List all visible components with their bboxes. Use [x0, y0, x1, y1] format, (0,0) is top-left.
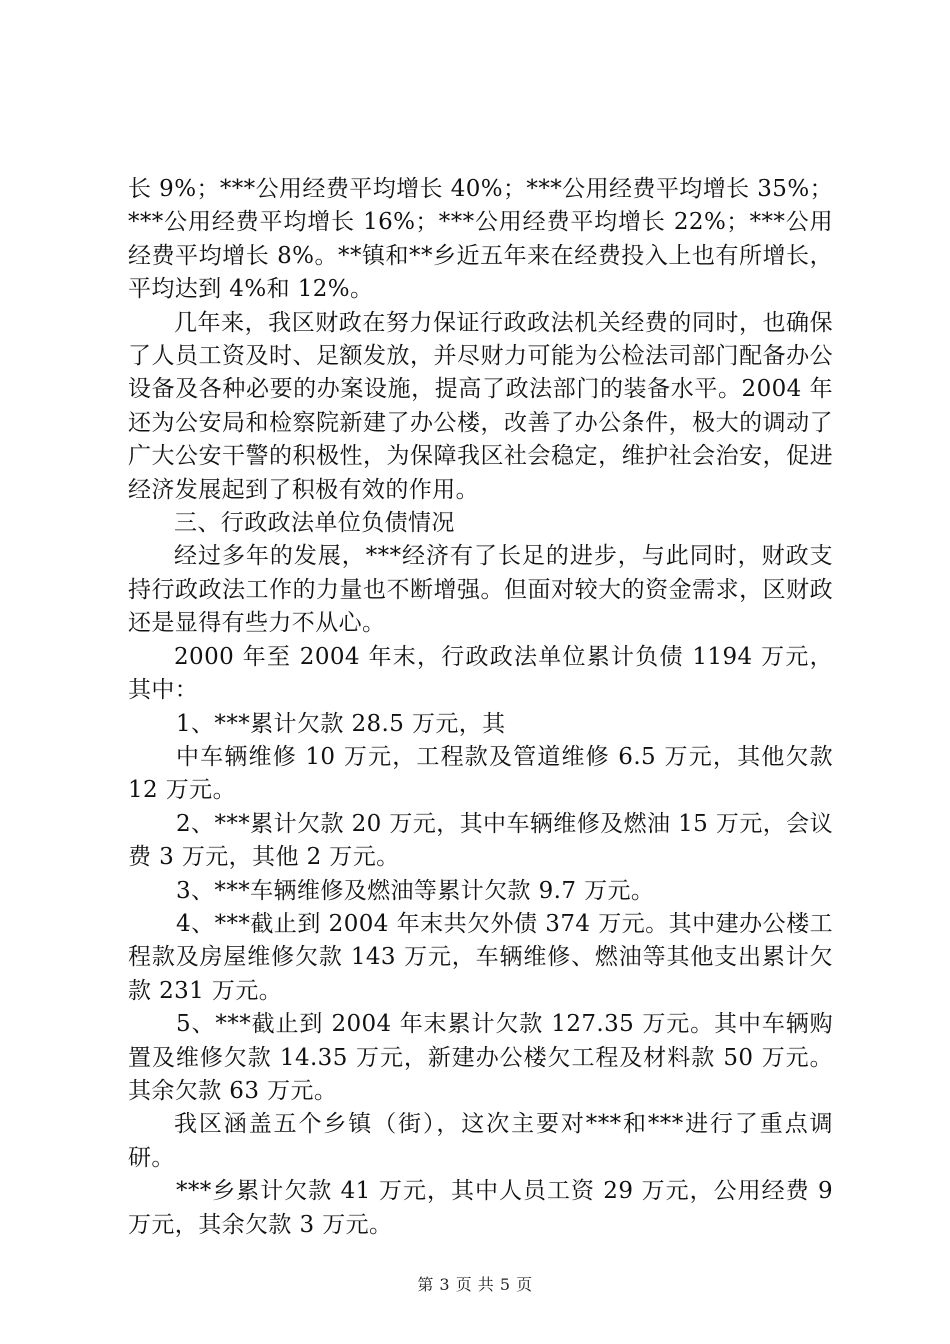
section-heading-debt: 三、行政政法单位负债情况	[174, 510, 455, 537]
list-item-1-continued: 中车辆维修 10 万元，工程款及管道维修 6.5 万元，其他欠款 12 万元。	[128, 743, 833, 804]
list-item-2: 2、***累计欠款 20 万元，其中车辆维修及燃油 15 万元，会议费 3 万元，其他 2 万元。	[128, 810, 833, 871]
list-item-1: 1、***累计欠款 28.5 万元，其	[176, 710, 506, 737]
paragraph-growth-stats: 长 9%；***公用经费平均增长 40%；***公用经费平均增长 35%；***公用经费平均增长 16%；***公用经费平均增长 22%；***公用经费平均增长 8%。**镇和**乡近五年来在经费投入上也有所增长，平均达到 4%和 12%。	[128, 176, 833, 303]
paragraph-total-debt: 2000 年至 2004 年末，行政政法单位累计负债 1194 万元，其中：	[128, 643, 833, 704]
document-body	[128, 173, 833, 1242]
paragraph-funding-results: 几年来，我区财政在努力保证行政政法机关经费的同时，也确保了人员工资及时、足额发放，并尽财力可能为公检法司部门配备办公设备及各种必要的办案设施，提高了政法部门的装备水平。2004 年还为公安局和检察院新建了办公楼，改善了办公条件，极大的调动了广大公安干警的积极性，为保障我区社会稳定，维护社会治安，促进经济发展起到了积极有效的作用。	[128, 309, 833, 503]
list-item-4: 4、***截止到 2004 年末共欠外债 374 万元。其中建办公楼工程款及房屋维修欠款 143 万元，车辆维修、燃油等其他支出累计欠款 231 万元。	[128, 910, 833, 1004]
page-number-footer: 第 3 页 共 5 页	[417, 1275, 533, 1294]
paragraph-township-debt: ***乡累计欠款 41 万元，其中人员工资 29 万元，公用经费 9 万元，其余欠款 3 万元。	[128, 1178, 833, 1238]
list-item-5: 5、***截止到 2004 年末累计欠款 127.35 万元。其中车辆购置及维修欠款 14.35 万元，新建办公楼欠工程及材料款 50 万元。其余欠款 63 万元。	[128, 1011, 833, 1104]
paragraph-survey-scope: 我区涵盖五个乡镇（街），这次主要对***和***进行了重点调研。	[128, 1111, 833, 1171]
list-item-3: 3、***车辆维修及燃油等累计欠款 9.7 万元。	[176, 877, 655, 904]
paragraph-development: 经过多年的发展，***经济有了长足的进步，与此同时，财政支持行政政法工作的力量也不断增强。但面对较大的资金需求，区财政还是显得有些力不从心。	[128, 543, 833, 637]
